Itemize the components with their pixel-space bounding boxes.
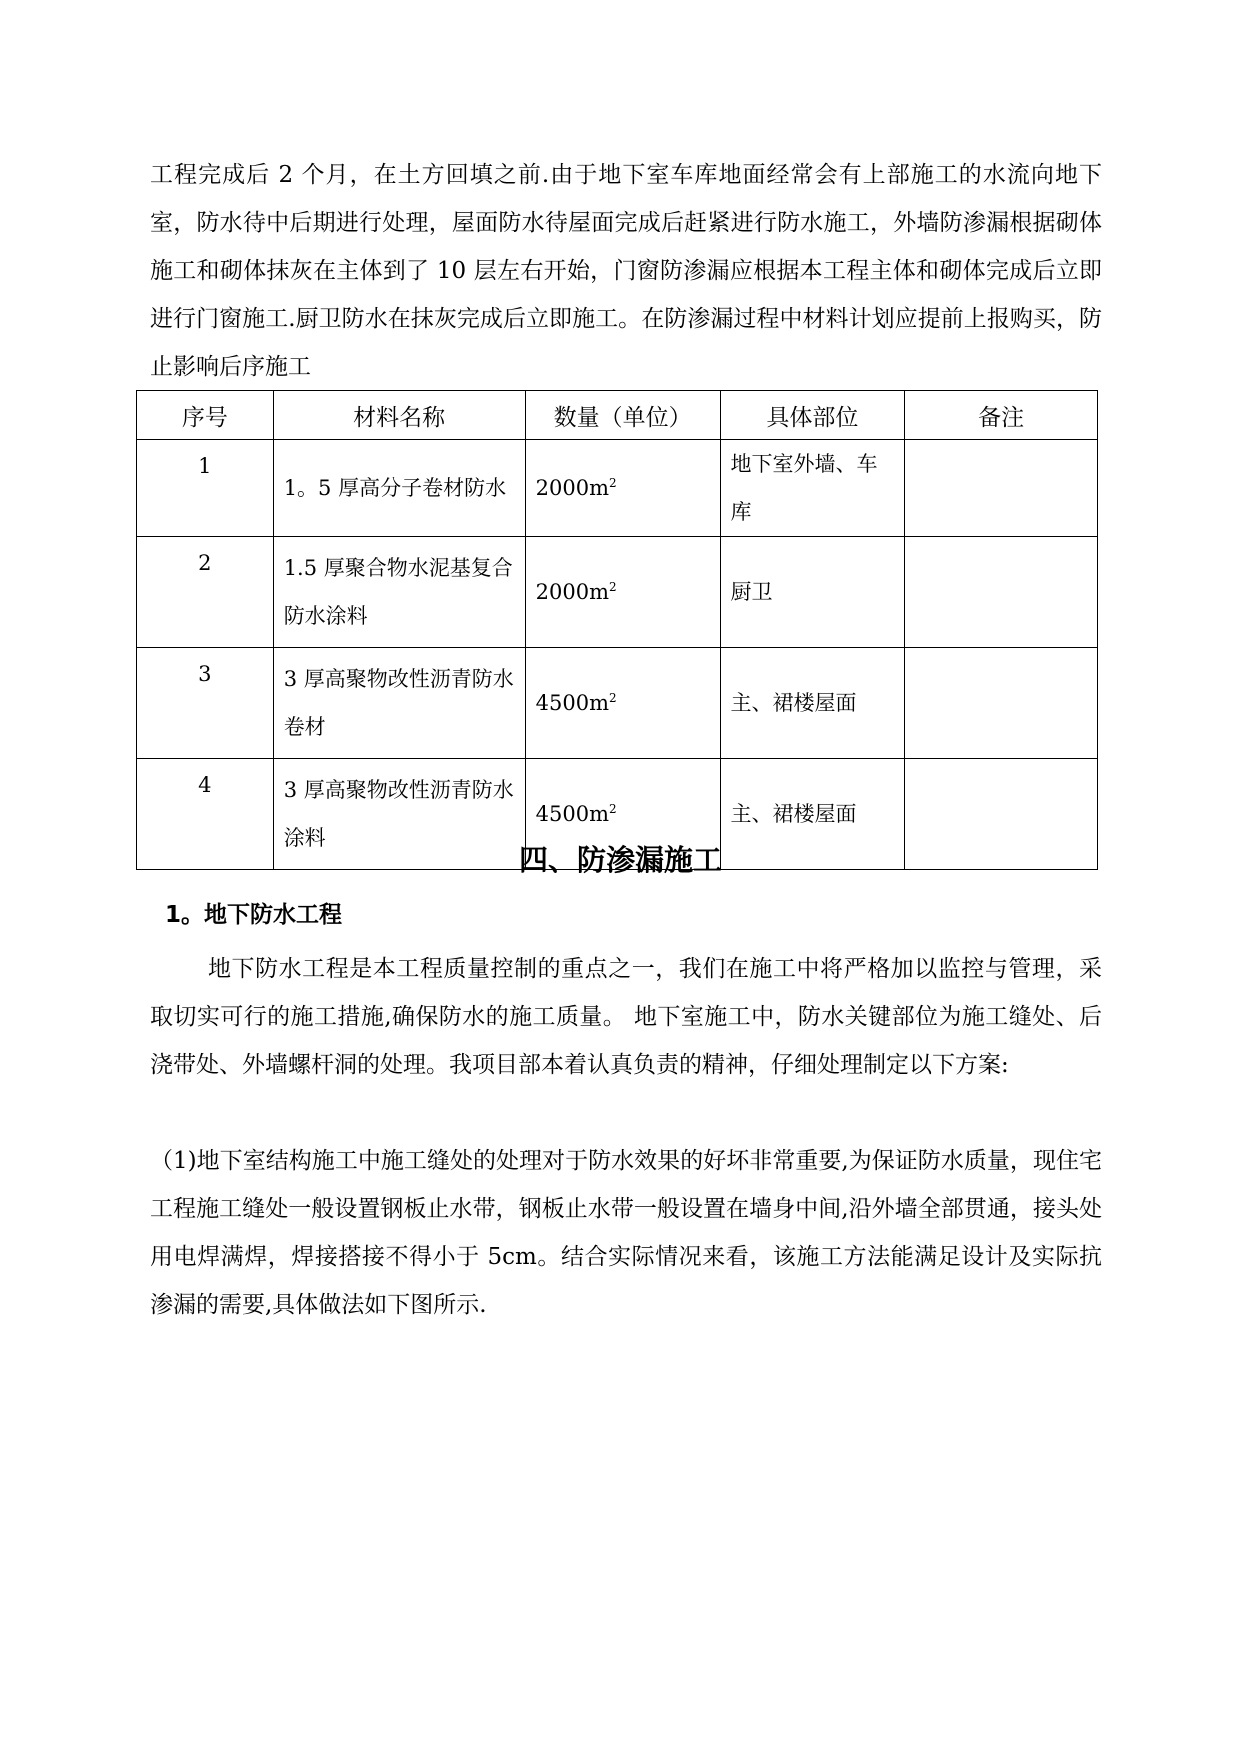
quantity-value: 4500m (535, 802, 610, 826)
header-no: 序号 (137, 391, 274, 440)
unit-superscript: 2 (609, 580, 617, 594)
quantity-value: 2000m (535, 580, 610, 604)
paragraph-underground-waterproofing: 地下防水工程是本工程质量控制的重点之一，我们在施工中将严格加以监控与管理，采取切实可行的施工措施,确保防水的施工质量。 地下室施工中，防水关键部位为施工缝处、后浇带处、外墙螺杆洞的处理。我项目部本着认真负责的精神，仔细处理制定以下方案: (150, 956, 1102, 1078)
cell-location: 主、裙楼屋面 (720, 759, 905, 870)
cell-no: 4 (137, 759, 274, 870)
cell-note (905, 440, 1098, 537)
header-note: 备注 (905, 391, 1098, 440)
cell-location: 主、裙楼屋面 (720, 648, 905, 759)
cell-no: 2 (137, 537, 274, 648)
materials-table (136, 390, 1098, 870)
header-material-name: 材料名称 (273, 391, 525, 440)
cell-no: 3 (137, 648, 274, 759)
cell-material-name: 1.5 厚聚合物水泥基复合防水涂料 (273, 537, 525, 648)
cell-quantity (525, 440, 720, 537)
cell-no: 1 (137, 440, 274, 537)
cell-note (905, 648, 1098, 759)
cell-material-name: 1。5 厚高分子卷材防水 (273, 440, 525, 537)
unit-superscript: 2 (609, 802, 617, 816)
unit-superscript: 2 (609, 476, 617, 490)
header-quantity: 数量（单位） (525, 391, 720, 440)
quantity-value: 2000m (535, 476, 610, 500)
section-title: 四、防渗漏施工 (518, 843, 722, 877)
unit-superscript: 2 (609, 691, 617, 705)
header-location: 具体部位 (720, 391, 905, 440)
cell-quantity (525, 648, 720, 759)
paragraph-construction-joint: （1)地下室结构施工中施工缝处的处理对于防水效果的好坏非常重要,为保证防水质量，现住宅工程施工缝处一般设置钢板止水带，钢板止水带一般设置在墙身中间,沿外墙全部贯通，接头处用电焊满焊，焊接搭接不得小于 5cm。结合实际情况来看，该施工方法能满足设计及实际抗渗漏的需要,具体做法如下图所示. (150, 1148, 1102, 1318)
cell-material-name: 3 厚高聚物改性沥青防水涂料 (273, 759, 525, 870)
subsection-title: 1。地下防水工程 (165, 902, 343, 928)
table-row (137, 537, 1098, 648)
cell-location: 厨卫 (720, 537, 905, 648)
cell-note (905, 537, 1098, 648)
quantity-value: 4500m (535, 691, 610, 715)
table-header-row (137, 391, 1098, 440)
table-row (137, 648, 1098, 759)
cell-location: 地下室外墙、车库 (720, 440, 905, 537)
cell-quantity (525, 537, 720, 648)
cell-material-name: 3 厚高聚物改性沥青防水卷材 (273, 648, 525, 759)
intro-paragraph: 工程完成后 2 个月，在土方回填之前.由于地下室车库地面经常会有上部施工的水流向地下室，防水待中后期进行处理，屋面防水待屋面完成后赶紧进行防水施工，外墙防渗漏根据砌体施工和砌体抹灰在主体到了 10 层左右开始，门窗防渗漏应根据本工程主体和砌体完成后立即进行门窗施工.厨卫防水在抹灰完成后立即施工。在防渗漏过程中材料计划应提前上报购买，防止影响后序施工 (150, 162, 1102, 380)
table-row (137, 440, 1098, 537)
